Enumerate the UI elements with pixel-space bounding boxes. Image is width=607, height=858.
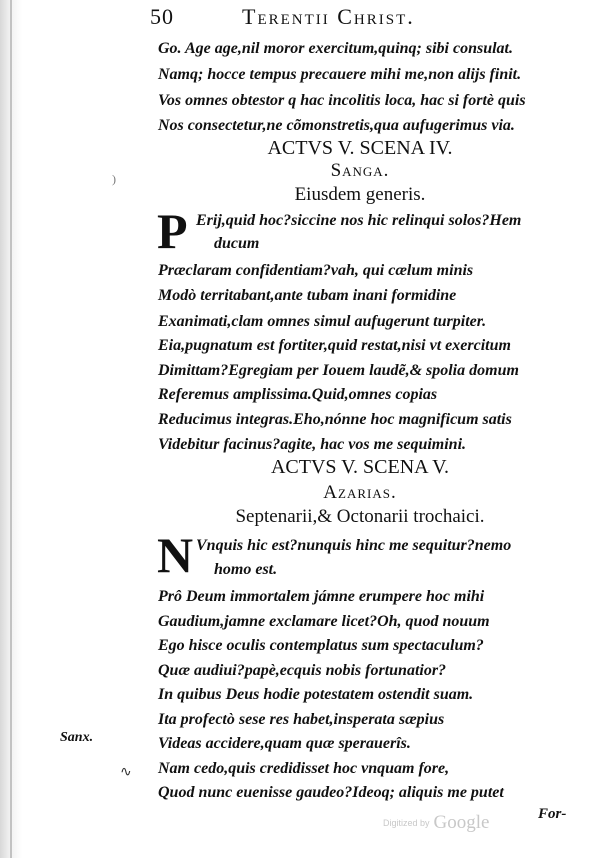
verse-line: Nos consectetur,ne cõmonstretis,qua aufugerimus via.	[158, 117, 515, 134]
watermark-brand: Google	[433, 812, 490, 833]
verse-line: Quæ audiui?papè,ecquis nobis fortunatior?	[158, 662, 447, 679]
drop-capital: P	[157, 203, 188, 259]
running-head	[150, 4, 580, 34]
verse-line: Ego hisce oculis contemplatus sum spectaculum?	[158, 637, 484, 654]
margin-note: Sanx.	[60, 730, 94, 745]
verse-line: Dimittam?Egregiam per Iouem laudẽ,& spolia domum	[158, 362, 519, 379]
verse-line: Go. Age age,nil moror exercitum,quinq; sibi consulat.	[158, 40, 513, 57]
verse-line: Referemus amplissima.Quid,omnes copias	[158, 386, 438, 403]
scene-heading: ACTVS V. SCENA V.	[270, 456, 450, 478]
scene-heading: ACTVS V. SCENA IV.	[267, 137, 453, 159]
verse-line: Quod nunc euenisse gaudeo?Ideoq; aliquis me putet	[158, 784, 504, 801]
verse-line-continuation: homo est.	[214, 561, 278, 578]
margin-pencil-mark: )	[112, 172, 116, 186]
verse-line: Ita profectò sese res habet,insperata sæpius	[158, 711, 445, 728]
verse-line: Prô Deum immortalem jámne erumpere hoc mihi	[158, 588, 485, 605]
speaker-name: Azarias.	[323, 482, 397, 503]
verse-line: Videas accidere,quam quæ sperauerîs.	[158, 735, 411, 752]
speaker-name: Sanga.	[330, 160, 390, 181]
verse-line: Exanimati,clam omnes simul aufugerunt turpiter.	[158, 313, 487, 330]
watermark-prefix: Digitized by	[383, 818, 430, 828]
verse-line: Videbitur facinus?agite, hac vos me sequimini.	[158, 436, 467, 453]
verse-line: Nam cedo,quis credidisset hoc vnquam fore,	[158, 760, 450, 777]
ink-smudge-mark: ∿	[120, 765, 132, 780]
verse-line: Namq; hocce tempus precauere mihi me,non alijs finit.	[158, 66, 522, 83]
verse-line: Reducimus integras.Eho,nónne hoc magnificum satis	[158, 411, 512, 428]
verse-line: Gaudium,jamne exclamare licet?Oh, quod nouum	[158, 613, 490, 630]
digitization-watermark	[383, 812, 489, 834]
page-number: 50	[150, 4, 174, 29]
drop-capital: N	[157, 527, 194, 583]
verse-line: In quibus Deus hodie potestatem ostendit suam.	[158, 686, 474, 703]
verse-line: Præclaram confidentiam?vah, qui cælum minis	[158, 262, 474, 279]
verse-line: Vnquis hic est?nunquis hinc me sequitur?nemo	[196, 537, 512, 554]
verse-line-continuation: ducum	[214, 235, 260, 252]
running-title: Terentii Christ.	[242, 4, 415, 29]
meter-note: Eiusdem generis.	[294, 184, 426, 205]
verse-line: Erij,quid hoc?siccine nos hic relinqui solos?Hem	[196, 212, 522, 229]
gutter-fold-line	[10, 0, 12, 858]
verse-line: Vos omnes obtestor q hac incolitis loca, hac si fortè quis	[158, 92, 526, 109]
verse-line: Modò territabant,ante tubam inani formidine	[158, 287, 457, 304]
catchword: For-	[538, 806, 567, 822]
verse-line: Eia,pugnatum est fortiter,quid restat,nisi vt exercitum	[158, 337, 511, 354]
meter-note: Septenarii,& Octonarii trochaici.	[235, 506, 485, 527]
